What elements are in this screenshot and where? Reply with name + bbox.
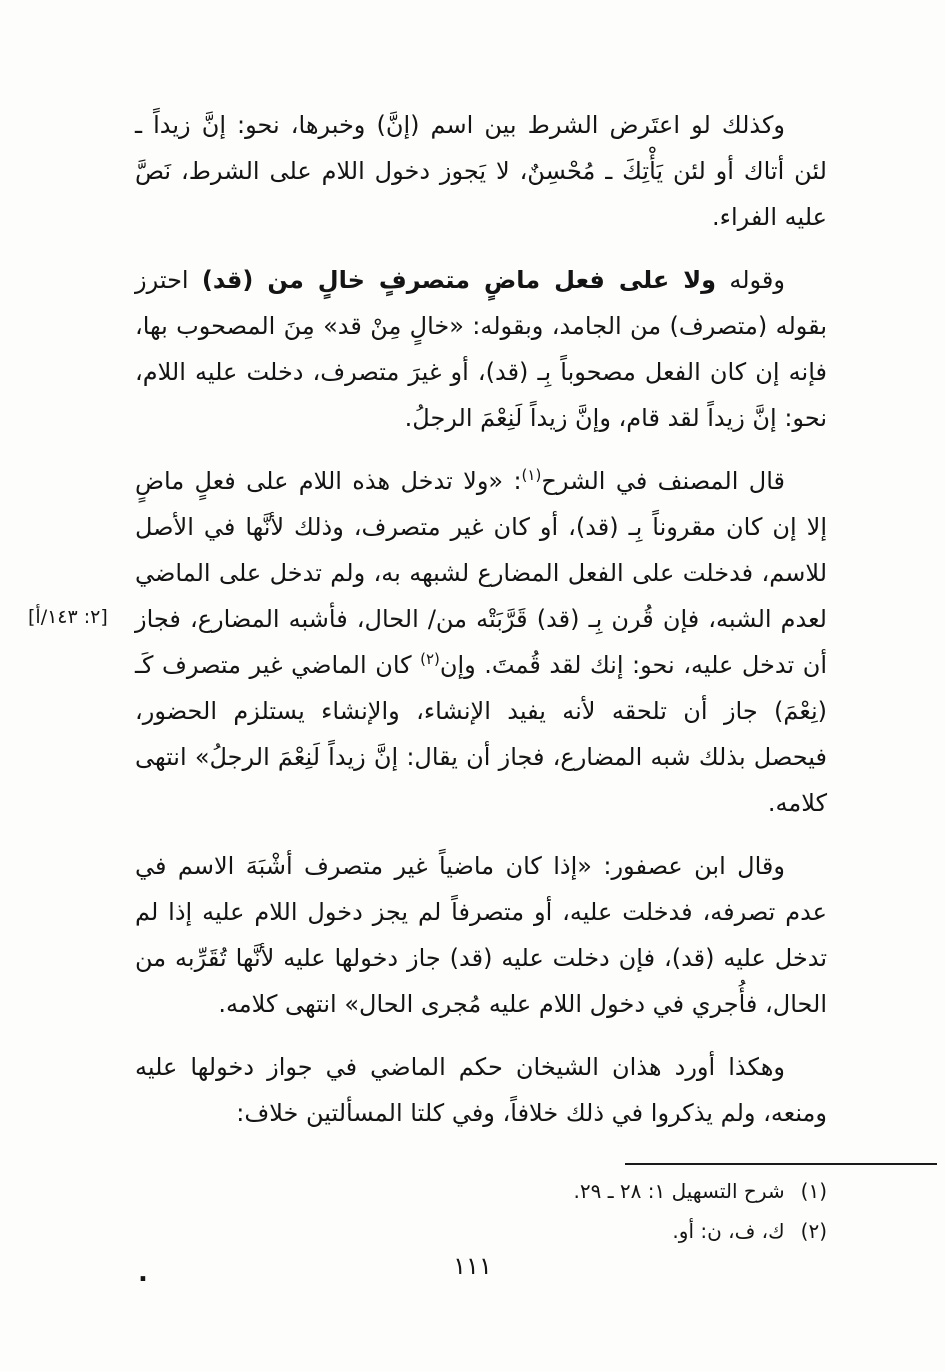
paragraph-3-text-a: قال المصنف في الشرح: [541, 467, 785, 495]
paragraph-2-bold-lemma: ولا على فعل ماضٍ متصرفٍ خالٍ من (قد): [201, 266, 717, 294]
footnote-1-number: (١): [800, 1179, 827, 1203]
footnote-2-number: (٢): [800, 1219, 827, 1243]
footnote-marker-1: (١): [521, 466, 542, 484]
footnote-2: [135, 1216, 827, 1246]
paragraph-2-rest: احترز بقوله (متصرف) من الجامد، وبقوله: «خالٍ مِنْ قد» مِنَ المصحوب بها، فإنه إن كان الفعل مصحوباً بِـ (قد)، أو غيرَ متصرف، دخلت عليه اللام، نحو: إنَّ زيداً لقد قام، وإنَّ زيداً لَنِعْمَ الرجلُ.: [135, 266, 827, 432]
footnote-1-text: شرح التسهيل ١: ٢٨ ـ ٢٩.: [573, 1179, 785, 1203]
paragraph-4-text: وقال ابن عصفور: «إذا كان ماضياً غير متصرف أشْبَهَ الاسم في عدم تصرفه، فدخلت عليه، أو متصرفاً لم يجز دخول اللام عليه إذا لم تدخل عليه (قد)، فإن دخلت عليه (قد) جاز دخولها عليه لأنَّها تُقَرِّبه من الحال، فأُجري في دخول اللام عليه مُجرى الحال» انتهى كلامه.: [135, 852, 827, 1018]
paragraph-4: [135, 843, 827, 1027]
paragraph-2: [135, 257, 827, 441]
footnotes-section: [135, 1176, 827, 1256]
footnote-1: [135, 1176, 827, 1206]
footnote-2-text: ك، ف، ن: أو.: [672, 1219, 785, 1243]
paragraph-1-text: وكذلك لو اعتَرض الشرط بين اسم (إنَّ) وخبرها، نحو: إنَّ زيداً ـ لئن أتاك أو لئن يَأْتِكَ ـ مُحْسِنٌ، لا يَجوز دخول اللام على الشرط، نَصَّ عليه الفراء.: [135, 111, 827, 231]
main-text-block: [135, 102, 827, 1153]
page-number: ١١١: [453, 1252, 492, 1280]
paragraph-3: [135, 458, 827, 826]
paragraph-5: [135, 1044, 827, 1136]
paragraph-2-lead: وقوله: [716, 266, 785, 294]
footnote-divider: [625, 1163, 937, 1165]
paragraph-5-text: وهكذا أورد هذان الشيخان حكم الماضي في جواز دخولها عليه ومنعه، ولم يذكروا في ذلك خلافاً، وفي كلتا المسألتين خلاف:: [135, 1053, 827, 1127]
period-mark: .: [138, 1258, 148, 1288]
paragraph-1: [135, 102, 827, 240]
paragraph-3-text-b: : «ولا تدخل هذه اللام على فعلٍ ماضٍ إلا إن كان مقروناً بِـ (قد)، أو كان غير متصرف، وذلك لأنَّها في الأصل للاسم، فدخلت على الفعل المضارع لشبهه به، ولم تدخل على الماضي لعدم الشبه، فإن قُرن بِـ (قد) قَرَّبَتْه من/ الحال، فأشبه المضارع، فجاز أن تدخل عليه، نحو: إنك لقد قُمتَ. وإن: [135, 467, 827, 679]
folio-margin-note: [٢: ١٤٣/أ]: [28, 606, 108, 628]
paragraph-3-text-c: كان الماضي غير متصرف كَـ (نِعْمَ) جاز أن تلحقه لأنه يفيد الإنشاء، والإنشاء يستلزم الحضور، فيحصل بذلك شبه المضارع، فجاز أن يقال: إنَّ زيداً لَنِعْمَ الرجلُ» انتهى كلامه.: [135, 651, 827, 817]
footnote-marker-2: (٢): [420, 650, 440, 668]
